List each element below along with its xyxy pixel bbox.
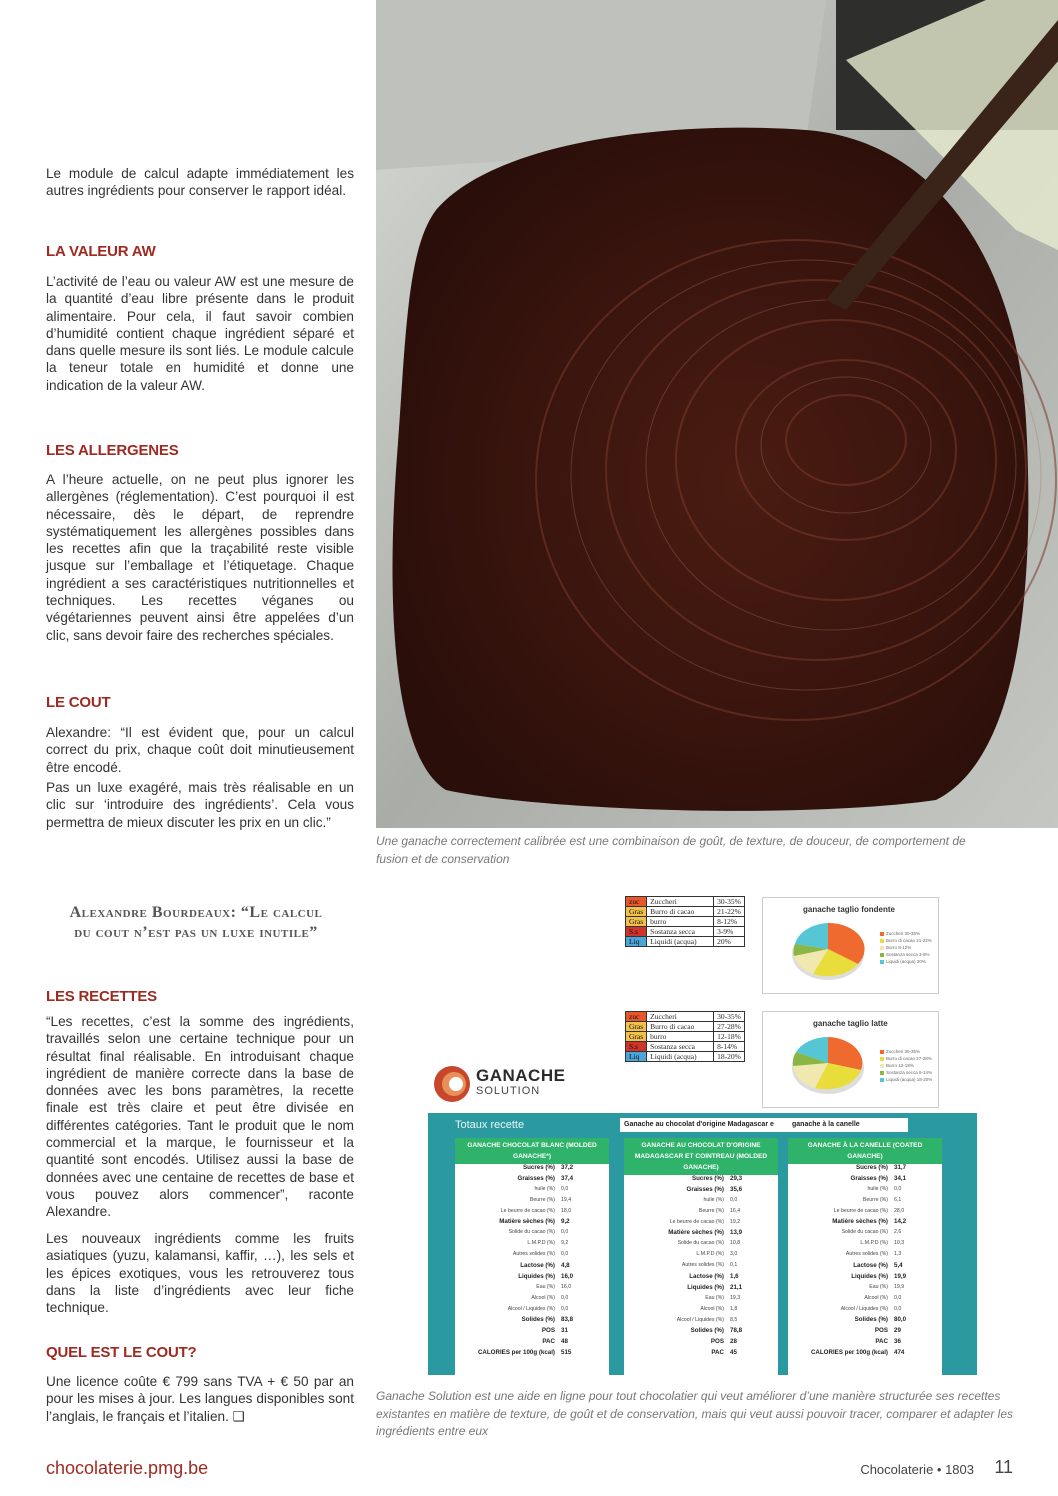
ganache-photo: [376, 0, 1058, 828]
totals-label: POS: [874, 1327, 888, 1335]
totals-value: 3,0: [730, 1251, 738, 1258]
totals-row: [455, 1316, 609, 1327]
totals-value: 4,8: [561, 1262, 570, 1270]
totals-value: 28,0: [894, 1207, 905, 1214]
ratio-row: [626, 917, 745, 927]
heading-cout: LE COUT: [46, 694, 111, 711]
totals-label: Matière sèches (%): [499, 1218, 555, 1226]
totals-row: [624, 1229, 778, 1240]
totals-label: Autres solides (%): [845, 1251, 888, 1258]
totals-row: [788, 1295, 942, 1306]
totals-column-title: GANACHE CHOCOLAT BLANC (MOLDED GANACHE*): [455, 1138, 609, 1164]
heading-recettes: LES RECETTES: [46, 988, 157, 1005]
ratio-row: [626, 1032, 745, 1042]
totals-value: 21,1: [730, 1283, 743, 1291]
legend-label: Burro di cacao 27-28%: [886, 1056, 932, 1061]
ratio-range: 18-20%: [714, 1052, 745, 1062]
totals-row: [788, 1208, 942, 1219]
footer-magazine: Chocolaterie • 1803: [860, 1462, 974, 1477]
totals-row: [624, 1186, 778, 1197]
paragraph-allergenes: A l’heure actuelle, on ne peut plus ignorer les allergènes (réglementation). C’est pourquoi il est nécessaire, dès le départ, de reprendre systématiquement les allergènes possibles dans les recettes afin que la traçabilité reste visible jusque sur l’emballage et l’étiquetage. Chaque ingrédient a ses caractéristiques nutritionnelles et techniques. Les recettes véganes ou végétariennes peuvent ainsi être appelées d’un clic, sans devoir faire des recherches spéciales.: [46, 472, 354, 643]
totals-label: Beurre (%): [698, 1207, 724, 1214]
legend-label: Burro di cacao 21-22%: [886, 938, 932, 943]
pie-title-fondente: ganache taglio fondente: [803, 905, 896, 914]
totals-row: [788, 1273, 942, 1284]
totals-value: 8,5: [730, 1316, 738, 1323]
totals-row: [624, 1219, 778, 1230]
totals-value: 16,0: [561, 1272, 574, 1280]
totals-label: Alcool (%): [700, 1305, 724, 1312]
totals-label: PAC: [542, 1338, 555, 1346]
ratio-range: 30-35%: [714, 1012, 745, 1022]
software-caption: Ganache Solution est une aide en ligne pour tout chocolatier qui veut améliorer d’une manière structurée ses recettes existantes en matière de texture, de goût et de conservation, mais qui veut aussi pouvoir tracer, comparer et adapter les ingrédients entre eux: [376, 1389, 1014, 1438]
heading-allergenes: LES ALLERGENES: [46, 442, 179, 459]
totals-row: [455, 1338, 609, 1349]
totals-row: [788, 1306, 942, 1317]
totals-column-2: [624, 1138, 778, 1375]
totals-value: 515: [561, 1349, 572, 1357]
paragraph-aw: L’activité de l’eau ou valeur AW est une mesure de la quantité d’eau libre présente dans le produit alimentaire. Pour cela, il faut savoir combien d’humidité contient chaque ingrédient séparé et dans quelle mesure ils sont liés. Le module calcule la teneur totale en humidité et donne une indication de la valeur AW.: [46, 274, 354, 393]
totals-label: Beurre (%): [529, 1196, 555, 1203]
totals-value: 80,0: [894, 1316, 907, 1324]
totals-label: POS: [541, 1327, 555, 1335]
totals-row: [455, 1273, 609, 1284]
totals-value: 0,0: [561, 1185, 569, 1192]
totals-value: 83,8: [561, 1316, 574, 1324]
totals-label: Lactose (%): [689, 1273, 724, 1281]
totals-row: [455, 1240, 609, 1251]
ratio-row: [626, 897, 745, 907]
ratio-range: 8-12%: [714, 917, 745, 927]
totals-value: 0,1: [730, 1262, 738, 1269]
totals-row: [455, 1349, 609, 1360]
totals-row: [624, 1240, 778, 1251]
legend-item: [880, 1076, 932, 1083]
ratio-name: Sostanza secca: [647, 927, 714, 937]
totals-value: 29: [894, 1327, 901, 1335]
totals-row: [788, 1197, 942, 1208]
totals-value: 0,0: [561, 1294, 569, 1301]
pull-quote-line-1: Alexandre Bourdeaux: “Le calcul: [69, 904, 323, 921]
legend-swatch: [880, 939, 884, 943]
photo-caption: Une ganache correctement calibrée est une combinaison de goût, de texture, de douceur, de comportement de fusion et de conservation: [376, 834, 966, 866]
totals-value: 36: [894, 1338, 901, 1346]
totals-value: 0,0: [894, 1305, 902, 1312]
totals-row: [455, 1251, 609, 1262]
ratio-range: 27-28%: [714, 1022, 745, 1032]
totals-row: [624, 1338, 778, 1349]
ratio-row: [626, 907, 745, 917]
totals-row: [624, 1251, 778, 1262]
totals-row: [624, 1175, 778, 1186]
totals-row: [624, 1317, 778, 1328]
ratio-table-fondente: [625, 896, 745, 947]
totals-label: Alcool / Liquides (%): [507, 1305, 555, 1312]
totals-row: [455, 1218, 609, 1229]
legend-swatch: [880, 1050, 884, 1054]
totals-value: 45: [730, 1349, 737, 1357]
pie-title-latte: ganache taglio latte: [813, 1019, 888, 1028]
totals-label: Solide du cacao (%): [841, 1229, 888, 1236]
recipe-select-1[interactable]: Ganache au chocolat d'origine Madagascar e: [620, 1118, 793, 1132]
legend-item: [880, 951, 932, 958]
totals-value: 18,0: [561, 1207, 572, 1214]
totals-label: CALORIES per 100g (kcal): [810, 1349, 888, 1357]
legend-item: [880, 1048, 932, 1055]
pie-graphic-latte: [783, 1028, 873, 1098]
totals-label: PAC: [711, 1349, 724, 1357]
totals-value: 0,0: [894, 1185, 902, 1192]
totals-row: [455, 1175, 609, 1186]
totals-value: 13,9: [730, 1229, 743, 1237]
totals-row: [455, 1229, 609, 1240]
totals-label: Le beurre de cacao (%): [669, 1218, 724, 1225]
logo-text-solution: SOLUTION: [476, 1085, 541, 1097]
logo-text-ganache: GANACHE: [476, 1066, 566, 1085]
ratio-range: 12-18%: [714, 1032, 745, 1042]
pie-chart-latte: [762, 1011, 939, 1108]
totals-label: Autres solides (%): [512, 1251, 555, 1258]
totals-label: Lactose (%): [853, 1262, 888, 1270]
ratio-row: [626, 1022, 745, 1032]
totals-label: huile (%): [867, 1185, 888, 1192]
totals-column-1: [455, 1138, 609, 1375]
totals-row: [455, 1186, 609, 1197]
legend-label: Burro 8-12%: [886, 945, 912, 950]
totals-row: [455, 1295, 609, 1306]
totals-label: L.M.P.D (%): [696, 1251, 724, 1258]
totals-row: [788, 1327, 942, 1338]
ratio-name: Liquidi (acqua): [647, 1052, 714, 1062]
pie-chart-fondente: [762, 897, 939, 994]
totals-column-title: GANACHE AU CHOCOLAT D'ORIGINE MADAGASCAR ET COINTREAU (MOLDED GANACHE): [624, 1138, 778, 1175]
totals-value: 6,1: [894, 1196, 902, 1203]
totals-value: 9,2: [561, 1240, 569, 1247]
totals-value: 2,6: [894, 1229, 902, 1236]
totals-label: Matière sèches (%): [832, 1218, 888, 1226]
totals-row: [455, 1327, 609, 1338]
ratio-name: Zuccheri: [647, 1012, 714, 1022]
totals-row: [788, 1240, 942, 1251]
totals-row: [624, 1349, 778, 1360]
ratio-tag: Gras: [626, 1032, 647, 1042]
totals-label: Eau (%): [536, 1283, 555, 1290]
ratio-range: 8-14%: [714, 1042, 745, 1052]
totals-row: [788, 1251, 942, 1262]
totals-label: Le beurre de cacao (%): [500, 1207, 555, 1214]
legend-label: Sostanza secca 8-14%: [886, 1070, 933, 1075]
totals-label: huile (%): [534, 1185, 555, 1192]
ratio-tag: zuc: [626, 1012, 647, 1022]
totals-row: [624, 1306, 778, 1317]
legend-item: [880, 1062, 932, 1069]
legend-swatch: [880, 932, 884, 936]
ratio-name: burro: [647, 917, 714, 927]
page-number: 11: [994, 1457, 1013, 1477]
totals-label: Le beurre de cacao (%): [833, 1207, 888, 1214]
legend-swatch: [880, 953, 884, 957]
totals-value: 19,3: [730, 1294, 741, 1301]
totals-heading: Totaux recette: [455, 1119, 525, 1131]
ratio-name: Liquidi (acqua): [647, 937, 714, 947]
totals-value: 16,0: [561, 1283, 572, 1290]
paragraph-cout-2: Pas un luxe exagéré, mais très réalisable en un clic sur ‘introduire des ingrédients’. Cela vous permettra de mieux discuter les prix en un clic.”: [46, 780, 354, 830]
totals-value: 474: [894, 1349, 905, 1357]
totals-value: 31: [561, 1327, 568, 1335]
totals-label: huile (%): [703, 1196, 724, 1203]
legend-label: Liquidi (acqua) 20%: [886, 959, 926, 964]
ratio-tag: zuc: [626, 897, 647, 907]
totals-label: Alcool (%): [531, 1294, 555, 1301]
totals-label: L.M.P.D (%): [527, 1240, 555, 1247]
totals-row: [455, 1262, 609, 1273]
pie-legend-fondente: [880, 930, 932, 965]
ratio-tag: S.s: [626, 1042, 647, 1052]
legend-swatch: [880, 1064, 884, 1068]
totals-value: 78,8: [730, 1327, 743, 1335]
totals-value: 29,3: [730, 1175, 743, 1182]
totals-label: Eau (%): [705, 1294, 724, 1301]
totals-column-3: [788, 1138, 942, 1375]
totals-label: Liquides (%): [851, 1272, 888, 1280]
heading-aw: LA VALEUR AW: [46, 243, 156, 260]
totals-label: Lactose (%): [520, 1262, 555, 1270]
totals-value: 37,4: [561, 1174, 574, 1182]
legend-item: [880, 1069, 932, 1076]
totals-value: 9,2: [561, 1218, 570, 1226]
paragraph-recettes-2: Les nouveaux ingrédients comme les fruits asiatiques (yuzu, kalamansi, kaffir, …), les sels et les épices exotiques, vous les retrouverez tous dans la liste d’ingrédients avec leur fiche technique.: [46, 1231, 354, 1316]
totals-row: [624, 1197, 778, 1208]
totals-value: 19,9: [894, 1283, 905, 1290]
totals-label: Solide du cacao (%): [508, 1229, 555, 1236]
pie-legend-latte: [880, 1048, 932, 1083]
legend-item: [880, 958, 932, 965]
totals-label: PAC: [875, 1338, 888, 1346]
legend-swatch: [880, 1071, 884, 1075]
legend-label: Liquidi (acqua) 18-20%: [886, 1077, 933, 1082]
totals-label: POS: [710, 1338, 724, 1346]
legend-item: [880, 930, 932, 937]
legend-label: Zuccheri 30-35%: [886, 1049, 921, 1054]
paragraph-recettes-1: “Les recettes, c’est la somme des ingrédients, travaillés selon une certaine technique pour un résultat final réalisable. En introduisant chaque ingrédient de manière correcte dans la base de données avec les bons paramètres, la recette finale est très claire et peut être divisée en différentes catégories. Tant le produit que le nom commercial et la marque, le fournisseur et la quantité sont encodés. Utilisez aussi la base de données avec une centaine de recettes de base et vous pouvez alors commencer”, raconte Alexandre.: [46, 1014, 354, 1220]
totals-row: [624, 1295, 778, 1306]
pull-quote-line-2: du cout n’est pas un luxe inutile”: [74, 924, 318, 941]
totals-label: L.M.P.D (%): [860, 1240, 888, 1247]
legend-swatch: [880, 1057, 884, 1061]
heading-prix: QUEL EST LE COUT?: [46, 1344, 197, 1361]
totals-value: 1,8: [730, 1305, 738, 1312]
totals-label: Sucres (%): [856, 1164, 888, 1171]
totals-label: Solides (%): [521, 1316, 555, 1324]
totals-row: [788, 1229, 942, 1240]
totals-label: Graisses (%): [517, 1174, 555, 1182]
ratio-tag: Gras: [626, 917, 647, 927]
totals-row: [788, 1175, 942, 1186]
totals-label: CALORIES per 100g (kcal): [477, 1349, 555, 1357]
ratio-row: [626, 1042, 745, 1052]
footer-website[interactable]: chocolaterie.pmg.be: [46, 1458, 209, 1478]
totals-label: Alcool / Liquides (%): [840, 1305, 888, 1312]
totals-row: [788, 1284, 942, 1295]
totals-row: [455, 1208, 609, 1219]
ratio-range: 3-9%: [714, 927, 745, 937]
totals-value: 31,7: [894, 1164, 907, 1171]
totals-label: Autres solides (%): [681, 1262, 724, 1269]
ratio-name: Zuccheri: [647, 897, 714, 907]
totals-value: 0,0: [561, 1251, 569, 1258]
legend-label: Burro 12-18%: [886, 1063, 914, 1068]
ratio-name: Sostanza secca: [647, 1042, 714, 1052]
ratio-range: 21-22%: [714, 907, 745, 917]
totals-label: Solide du cacao (%): [677, 1240, 724, 1247]
ratio-name: burro: [647, 1032, 714, 1042]
totals-row: [624, 1208, 778, 1219]
ratio-row: [626, 937, 745, 947]
totals-value: 1,6: [730, 1273, 739, 1281]
pull-quote: [46, 903, 346, 943]
ratio-tag: Gras: [626, 907, 647, 917]
recipe-select-2[interactable]: ganache à la canelle: [788, 1118, 908, 1132]
totals-value: 0,0: [561, 1229, 569, 1236]
ratio-table-latte: [625, 1011, 745, 1062]
totals-row: [455, 1306, 609, 1317]
totals-row: [624, 1284, 778, 1295]
legend-label: Zuccheri 30-35%: [886, 931, 921, 936]
ganache-illustration: [376, 0, 1058, 828]
legend-swatch: [880, 960, 884, 964]
totals-value: 1,3: [894, 1251, 902, 1258]
totals-value: 14,2: [894, 1218, 907, 1226]
totals-label: Matière sèches (%): [668, 1229, 724, 1237]
ratio-row: [626, 927, 745, 937]
totals-label: Solides (%): [690, 1327, 724, 1335]
totals-label: Sucres (%): [523, 1164, 555, 1171]
ratio-row: [626, 1012, 745, 1022]
paragraph-prix: Une licence coûte € 799 sans TVA + € 50 par an pour les mises à jour. Les langues disponibles sont l’anglais, le français et l’italien. ❑: [46, 1374, 354, 1424]
totals-label: Graisses (%): [686, 1185, 724, 1193]
ratio-range: 30-35%: [714, 897, 745, 907]
totals-label: Liquides (%): [518, 1272, 555, 1280]
totals-label: Solides (%): [854, 1316, 888, 1324]
ratio-tag: Liq: [626, 937, 647, 947]
ratio-name: Burro di cacao: [647, 1022, 714, 1032]
totals-row: [788, 1262, 942, 1273]
totals-label: Beurre (%): [862, 1196, 888, 1203]
totals-value: 0,0: [561, 1305, 569, 1312]
ratio-tag: S.s: [626, 927, 647, 937]
totals-value: 37,2: [561, 1164, 574, 1171]
totals-row: [788, 1164, 942, 1175]
legend-swatch: [880, 1078, 884, 1082]
totals-row: [788, 1349, 942, 1360]
ratio-range: 20%: [714, 937, 745, 947]
totals-value: 19,9: [894, 1272, 907, 1280]
legend-item: [880, 944, 932, 951]
ratio-tag: Gras: [626, 1022, 647, 1032]
totals-value: 19,2: [730, 1218, 741, 1225]
legend-label: Sostanza secca 3-9%: [886, 952, 930, 957]
totals-column-title: GANACHE À LA CANELLE (COATED GANACHE): [788, 1138, 942, 1164]
totals-value: 35,6: [730, 1185, 743, 1193]
totals-value: 16,4: [730, 1207, 741, 1214]
totals-value: 10,8: [730, 1240, 741, 1247]
totals-row: [624, 1327, 778, 1338]
totals-label: Liquides (%): [687, 1283, 724, 1291]
totals-value: 28: [730, 1338, 737, 1346]
pie-graphic-fondente: [783, 914, 873, 984]
totals-row: [788, 1218, 942, 1229]
totals-value: 5,4: [894, 1262, 903, 1270]
totals-row: [788, 1338, 942, 1349]
totals-label: Graisses (%): [850, 1174, 888, 1182]
totals-value: 48: [561, 1338, 568, 1346]
totals-label: Eau (%): [869, 1283, 888, 1290]
paragraph-cout-1: Alexandre: “Il est évident que, pour un calcul correct du prix, chaque coût doit minutieusement être encodé.: [46, 725, 354, 775]
totals-row: [455, 1197, 609, 1208]
totals-label: Alcool / Liquides (%): [676, 1316, 724, 1323]
totals-value: 34,1: [894, 1174, 907, 1182]
legend-swatch: [880, 946, 884, 950]
legend-item: [880, 1055, 932, 1062]
totals-label: Sucres (%): [692, 1175, 724, 1182]
ganache-logo-icon: [432, 1064, 472, 1104]
totals-row: [788, 1316, 942, 1327]
totals-row: [788, 1186, 942, 1197]
ratio-tag: Liq: [626, 1052, 647, 1062]
ratio-name: Burro di cacao: [647, 907, 714, 917]
intro-paragraph: Le module de calcul adapte immédiatement les autres ingrédients pour conserver le rapport idéal.: [46, 166, 354, 199]
legend-item: [880, 937, 932, 944]
totals-value: 0,0: [730, 1196, 738, 1203]
totals-label: Alcool (%): [864, 1294, 888, 1301]
ratio-row: [626, 1052, 745, 1062]
totals-row: [455, 1284, 609, 1295]
totals-row: [624, 1273, 778, 1284]
totals-row: [624, 1262, 778, 1273]
totals-value: 19,4: [561, 1196, 572, 1203]
totals-row: [455, 1164, 609, 1175]
totals-value: 10,3: [894, 1240, 905, 1247]
recipe-totals-panel: [428, 1113, 977, 1375]
totals-value: 0,0: [894, 1294, 902, 1301]
